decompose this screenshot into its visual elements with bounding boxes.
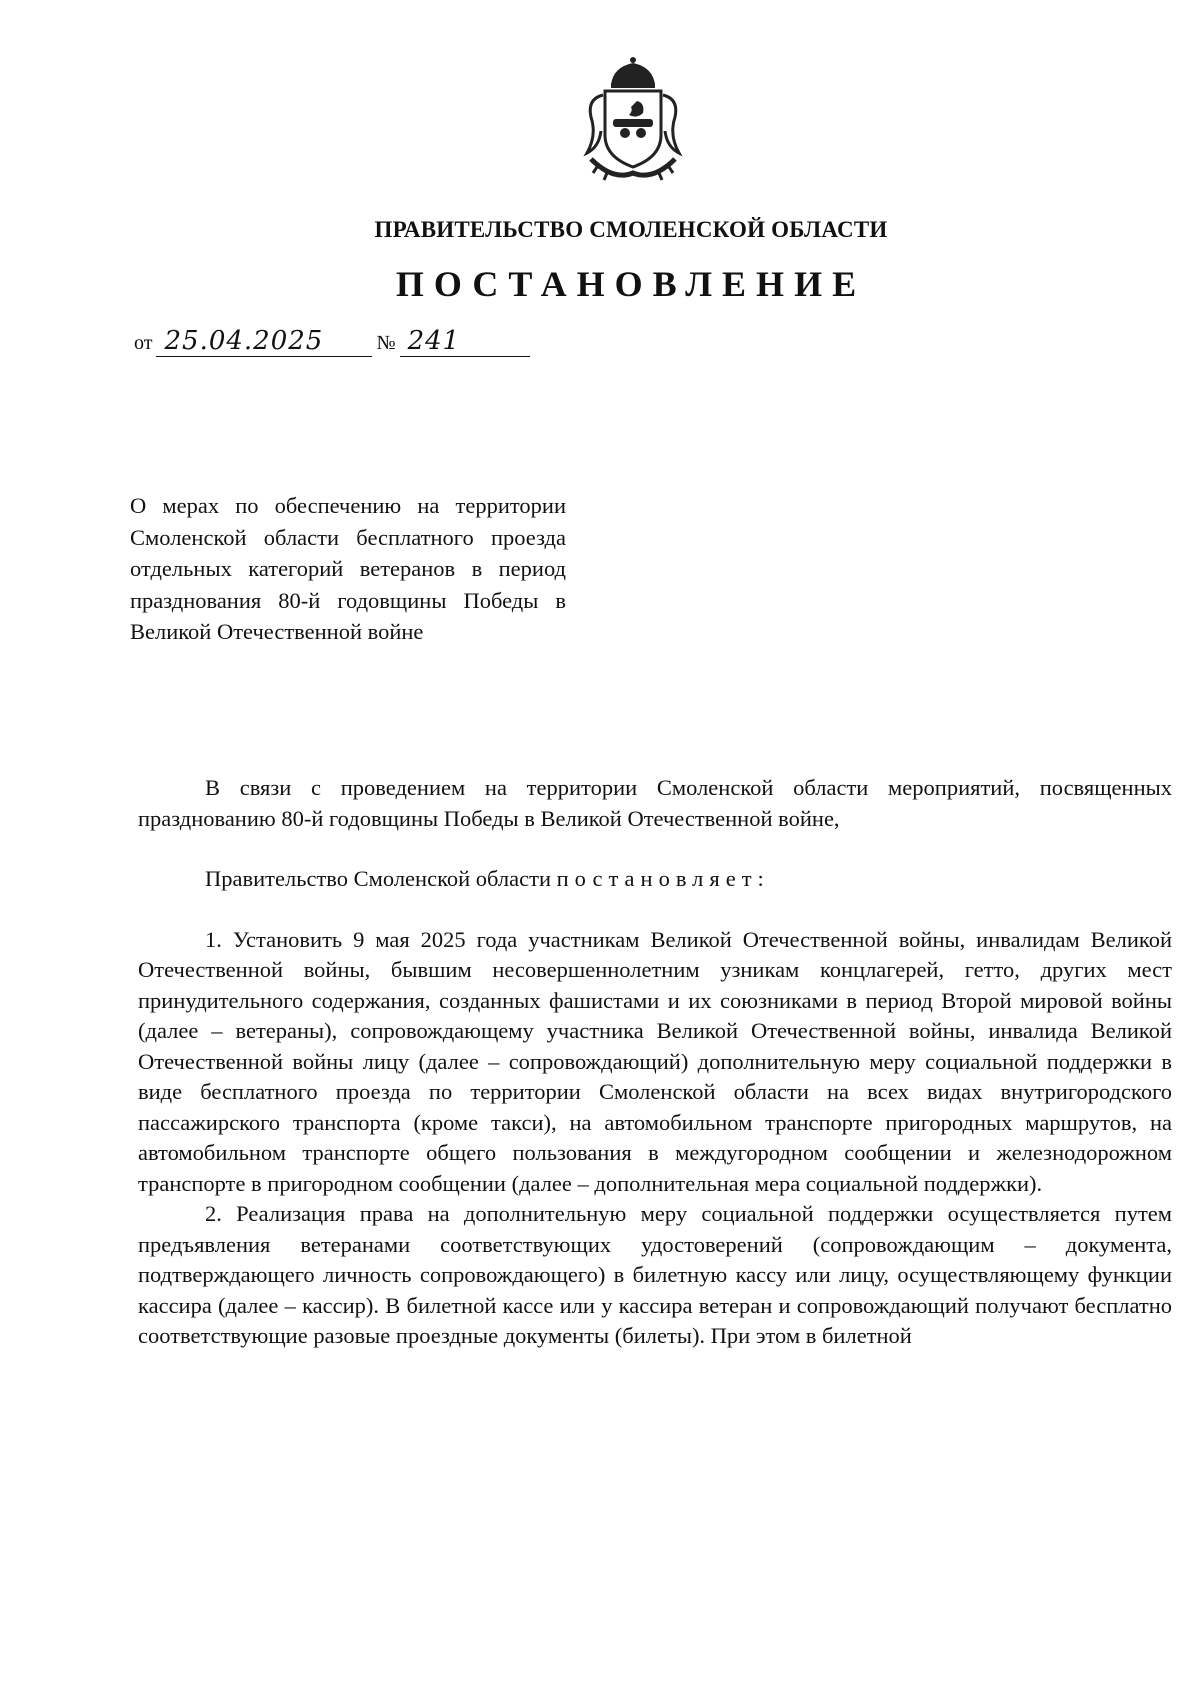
item-2-paragraph: 2. Реализация права на дополнительную меру социальной поддержки осуществляется путем предъявления ветеранами соответствующих удостоверений (сопровождающим – документа, подтверждающего личность сопровождающего) в билетную кассу или лицу, осуществляющему функции кассира (далее – кассир). В билетной кассе или у кассира ветеран и сопровождающий получают бесплатно соответствующие разовые проездные документы (билеты). При этом в билетной — [138, 1201, 1172, 1348]
document-type-title: ПОСТАНОВЛЕНИЕ — [395, 264, 867, 304]
document-subject: О мерах по обеспечению на территории Смоленской области бесплатного проезда отдельных категорий ветеранов в период празднования 80-й годовщины Победы в Великой Отечественной войне — [130, 493, 566, 644]
handwritten-number: 241 — [400, 328, 530, 357]
document-body — [138, 773, 1172, 1352]
date-prefix: от — [134, 332, 153, 354]
resolution-verb: постановляет: — [556, 866, 770, 891]
date-number-line — [134, 328, 530, 357]
preamble-paragraph: В связи с проведением на территории Смоленской области мероприятий, посвященных празднованию 80-й годовщины Победы в Великой Отечественной войне, — [138, 775, 1172, 831]
number-prefix: № — [376, 332, 396, 354]
organization-name: ПРАВИТЕЛЬСТВО СМОЛЕНСКОЙ ОБЛАСТИ — [374, 217, 888, 242]
resolution-subject: Правительство Смоленской области — [205, 866, 551, 891]
coat-of-arms-emblem — [573, 55, 693, 185]
item-1-paragraph: 1. Установить 9 мая 2025 года участникам Великой Отечественной войны, инвалидам Великой Отечественной войны, бывшим несовершеннолетним узникам концлагерей, гетто, других мест принудительного содержания, созданных фашистами и их союзниками в период Второй мировой войны (далее – ветераны), сопровождающему участника Великой Отечественной войны, инвалида Великой Отечественной войны лицу (далее – сопровождающий) дополнительную меру социальной поддержки в виде бесплатного проезда по территории Смоленской области на всех видах внутригородского пассажирского транспорта (кроме такси), на автомобильном транспорте пригородных маршрутов, на автомобильном транспорте общего пользования в междугородном сообщении и железнодорожном транспорте в пригородном сообщении (далее – дополнительная мера социальной поддержки). — [138, 926, 1172, 1196]
handwritten-date: 25.04.2025 — [156, 328, 372, 357]
resolution-paragraph — [138, 864, 1172, 895]
